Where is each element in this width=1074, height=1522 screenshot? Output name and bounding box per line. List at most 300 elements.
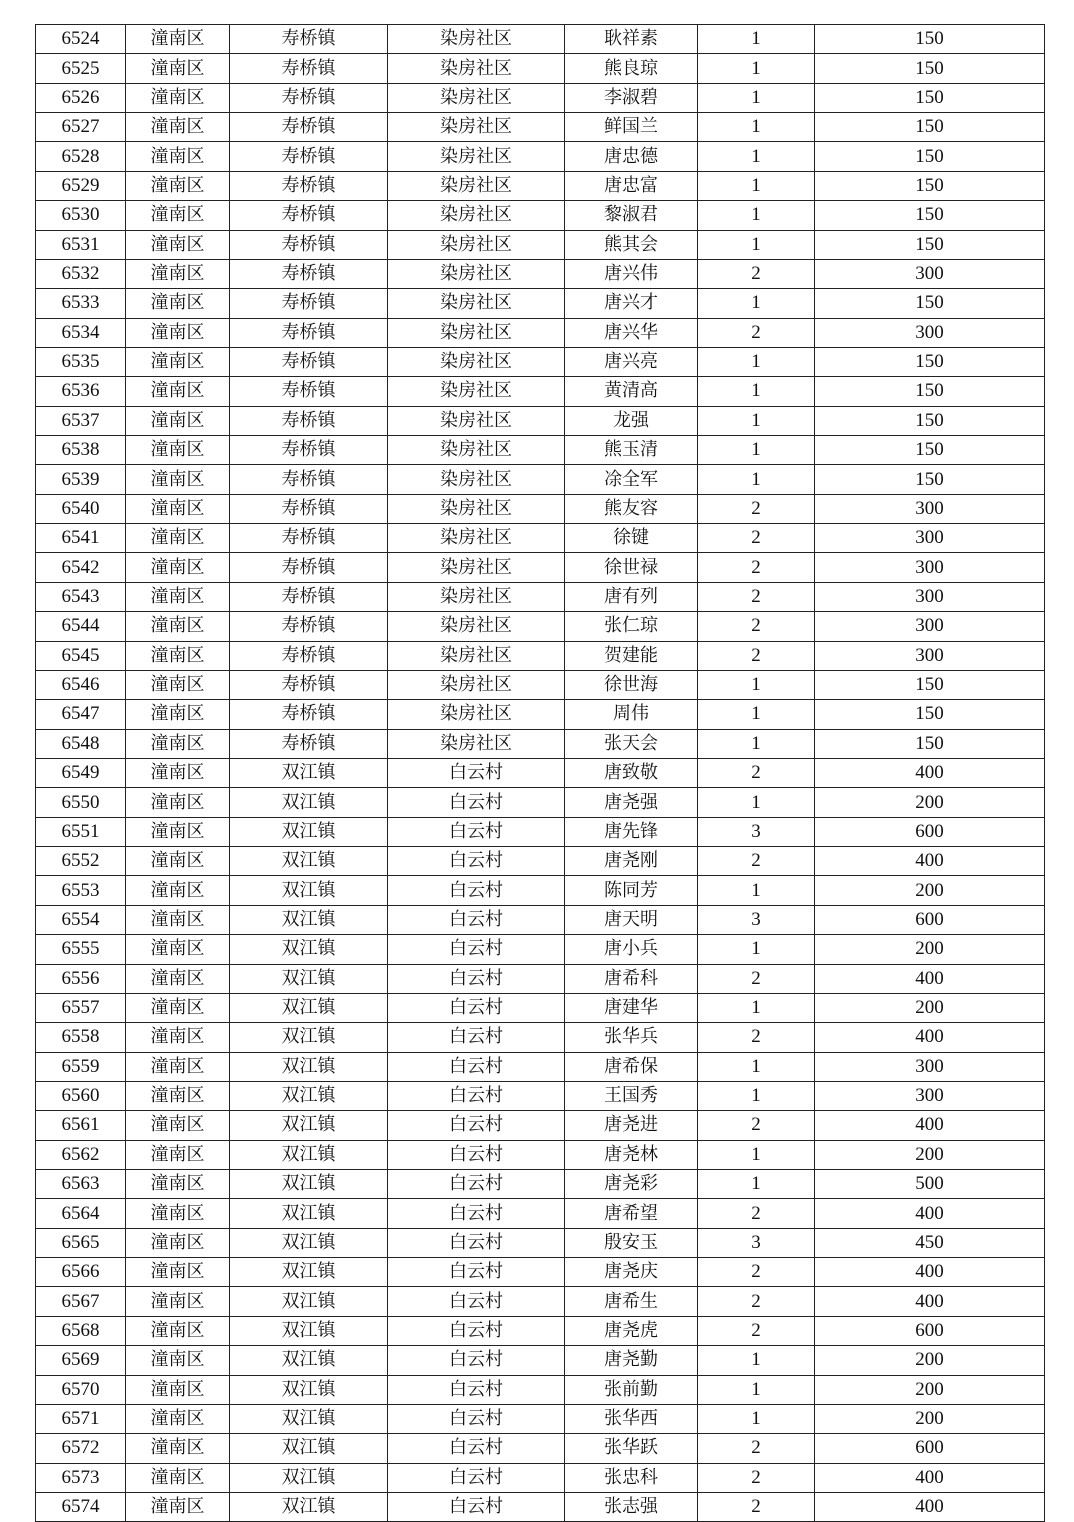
- household-count-cell: 1: [698, 993, 815, 1022]
- town-cell: 双江镇: [230, 847, 388, 876]
- town-cell: 双江镇: [230, 1170, 388, 1199]
- row-number-cell: 6525: [36, 54, 126, 83]
- table-row: [36, 1404, 1045, 1433]
- amount-cell: 150: [815, 289, 1045, 318]
- table-row: [36, 494, 1045, 523]
- household-count-cell: 1: [698, 1081, 815, 1110]
- person-name-cell: 鲜国兰: [565, 113, 698, 142]
- row-number-cell: 6570: [36, 1375, 126, 1404]
- household-count-cell: 1: [698, 230, 815, 259]
- district-cell: 潼南区: [126, 1140, 230, 1169]
- row-number-cell: 6556: [36, 964, 126, 993]
- table-row: [36, 700, 1045, 729]
- row-number-cell: 6553: [36, 876, 126, 905]
- household-count-cell: 2: [698, 1258, 815, 1287]
- row-number-cell: 6544: [36, 612, 126, 641]
- amount-cell: 300: [815, 612, 1045, 641]
- table-row: [36, 1346, 1045, 1375]
- amount-cell: 300: [815, 641, 1045, 670]
- town-cell: 双江镇: [230, 1140, 388, 1169]
- village-cell: 染房社区: [388, 729, 565, 758]
- village-cell: 染房社区: [388, 406, 565, 435]
- town-cell: 寿桥镇: [230, 347, 388, 376]
- household-count-cell: 1: [698, 670, 815, 699]
- village-cell: 染房社区: [388, 641, 565, 670]
- table-row: [36, 905, 1045, 934]
- town-cell: 双江镇: [230, 1052, 388, 1081]
- person-name-cell: 凃全军: [565, 465, 698, 494]
- district-cell: 潼南区: [126, 876, 230, 905]
- person-name-cell: 黄清高: [565, 377, 698, 406]
- household-count-cell: 2: [698, 1111, 815, 1140]
- amount-cell: 150: [815, 729, 1045, 758]
- table-row: [36, 1228, 1045, 1257]
- village-cell: 染房社区: [388, 201, 565, 230]
- household-count-cell: 1: [698, 700, 815, 729]
- amount-cell: 150: [815, 171, 1045, 200]
- household-count-cell: 2: [698, 259, 815, 288]
- row-number-cell: 6533: [36, 289, 126, 318]
- household-count-cell: 2: [698, 524, 815, 553]
- person-name-cell: 张天会: [565, 729, 698, 758]
- village-cell: 染房社区: [388, 700, 565, 729]
- amount-cell: 200: [815, 1404, 1045, 1433]
- person-name-cell: 唐有列: [565, 582, 698, 611]
- person-name-cell: 唐尧进: [565, 1111, 698, 1140]
- district-cell: 潼南区: [126, 406, 230, 435]
- table-row: [36, 1258, 1045, 1287]
- village-cell: 白云村: [388, 758, 565, 787]
- table-row: [36, 758, 1045, 787]
- district-cell: 潼南区: [126, 553, 230, 582]
- table-row: [36, 1492, 1045, 1521]
- amount-cell: 150: [815, 347, 1045, 376]
- district-cell: 潼南区: [126, 142, 230, 171]
- amount-cell: 150: [815, 201, 1045, 230]
- person-name-cell: 唐尧林: [565, 1140, 698, 1169]
- household-count-cell: 3: [698, 905, 815, 934]
- amount-cell: 150: [815, 142, 1045, 171]
- amount-cell: 200: [815, 1375, 1045, 1404]
- table-row: [36, 201, 1045, 230]
- town-cell: 寿桥镇: [230, 289, 388, 318]
- row-number-cell: 6555: [36, 935, 126, 964]
- town-cell: 寿桥镇: [230, 406, 388, 435]
- person-name-cell: 张华兵: [565, 1023, 698, 1052]
- amount-cell: 200: [815, 788, 1045, 817]
- household-count-cell: 1: [698, 1404, 815, 1433]
- district-cell: 潼南区: [126, 1492, 230, 1521]
- village-cell: 染房社区: [388, 142, 565, 171]
- district-cell: 潼南区: [126, 1023, 230, 1052]
- district-cell: 潼南区: [126, 318, 230, 347]
- amount-cell: 150: [815, 406, 1045, 435]
- district-cell: 潼南区: [126, 935, 230, 964]
- row-number-cell: 6569: [36, 1346, 126, 1375]
- village-cell: 白云村: [388, 788, 565, 817]
- village-cell: 染房社区: [388, 670, 565, 699]
- household-count-cell: 2: [698, 1316, 815, 1345]
- amount-cell: 300: [815, 1052, 1045, 1081]
- table-row: [36, 1023, 1045, 1052]
- row-number-cell: 6530: [36, 201, 126, 230]
- town-cell: 双江镇: [230, 1199, 388, 1228]
- village-cell: 染房社区: [388, 377, 565, 406]
- table-row: [36, 935, 1045, 964]
- amount-cell: 450: [815, 1228, 1045, 1257]
- row-number-cell: 6538: [36, 436, 126, 465]
- household-count-cell: 1: [698, 436, 815, 465]
- district-cell: 潼南区: [126, 1111, 230, 1140]
- row-number-cell: 6564: [36, 1199, 126, 1228]
- row-number-cell: 6527: [36, 113, 126, 142]
- household-count-cell: 2: [698, 1463, 815, 1492]
- district-cell: 潼南区: [126, 259, 230, 288]
- table-row: [36, 641, 1045, 670]
- person-name-cell: 熊友容: [565, 494, 698, 523]
- row-number-cell: 6566: [36, 1258, 126, 1287]
- person-name-cell: 唐尧虎: [565, 1316, 698, 1345]
- amount-cell: 200: [815, 876, 1045, 905]
- amount-cell: 150: [815, 670, 1045, 699]
- amount-cell: 150: [815, 377, 1045, 406]
- row-number-cell: 6524: [36, 25, 126, 54]
- table-row: [36, 553, 1045, 582]
- household-count-cell: 2: [698, 1199, 815, 1228]
- district-cell: 潼南区: [126, 670, 230, 699]
- village-cell: 白云村: [388, 876, 565, 905]
- town-cell: 双江镇: [230, 876, 388, 905]
- amount-cell: 400: [815, 1111, 1045, 1140]
- amount-cell: 400: [815, 1492, 1045, 1521]
- person-name-cell: 唐尧刚: [565, 847, 698, 876]
- person-name-cell: 王国秀: [565, 1081, 698, 1110]
- town-cell: 双江镇: [230, 1228, 388, 1257]
- row-number-cell: 6560: [36, 1081, 126, 1110]
- table-row: [36, 406, 1045, 435]
- row-number-cell: 6532: [36, 259, 126, 288]
- village-cell: 染房社区: [388, 465, 565, 494]
- town-cell: 双江镇: [230, 817, 388, 846]
- village-cell: 染房社区: [388, 318, 565, 347]
- village-cell: 染房社区: [388, 524, 565, 553]
- table-row: [36, 876, 1045, 905]
- person-name-cell: 唐先锋: [565, 817, 698, 846]
- row-number-cell: 6536: [36, 377, 126, 406]
- town-cell: 寿桥镇: [230, 259, 388, 288]
- row-number-cell: 6552: [36, 847, 126, 876]
- table-row: [36, 847, 1045, 876]
- table-row: [36, 993, 1045, 1022]
- amount-cell: 600: [815, 1434, 1045, 1463]
- row-number-cell: 6561: [36, 1111, 126, 1140]
- town-cell: 寿桥镇: [230, 318, 388, 347]
- household-count-cell: 1: [698, 25, 815, 54]
- row-number-cell: 6567: [36, 1287, 126, 1316]
- amount-cell: 150: [815, 230, 1045, 259]
- village-cell: 染房社区: [388, 582, 565, 611]
- table-row: [36, 788, 1045, 817]
- town-cell: 寿桥镇: [230, 700, 388, 729]
- village-cell: 白云村: [388, 964, 565, 993]
- village-cell: 白云村: [388, 993, 565, 1022]
- amount-cell: 150: [815, 436, 1045, 465]
- town-cell: 双江镇: [230, 993, 388, 1022]
- table-row: [36, 142, 1045, 171]
- village-cell: 白云村: [388, 1140, 565, 1169]
- town-cell: 寿桥镇: [230, 465, 388, 494]
- table-row: [36, 1081, 1045, 1110]
- household-count-cell: 1: [698, 1170, 815, 1199]
- table-row: [36, 171, 1045, 200]
- district-cell: 潼南区: [126, 113, 230, 142]
- row-number-cell: 6548: [36, 729, 126, 758]
- person-name-cell: 唐忠富: [565, 171, 698, 200]
- row-number-cell: 6562: [36, 1140, 126, 1169]
- town-cell: 双江镇: [230, 1111, 388, 1140]
- town-cell: 寿桥镇: [230, 612, 388, 641]
- household-count-cell: 1: [698, 142, 815, 171]
- district-cell: 潼南区: [126, 1434, 230, 1463]
- town-cell: 双江镇: [230, 1346, 388, 1375]
- village-cell: 白云村: [388, 847, 565, 876]
- village-cell: 白云村: [388, 1052, 565, 1081]
- table-row: [36, 436, 1045, 465]
- row-number-cell: 6526: [36, 83, 126, 112]
- household-count-cell: 1: [698, 54, 815, 83]
- row-number-cell: 6545: [36, 641, 126, 670]
- district-cell: 潼南区: [126, 817, 230, 846]
- town-cell: 寿桥镇: [230, 230, 388, 259]
- amount-cell: 400: [815, 847, 1045, 876]
- village-cell: 染房社区: [388, 436, 565, 465]
- person-name-cell: 唐兴才: [565, 289, 698, 318]
- table-row: [36, 1170, 1045, 1199]
- household-count-cell: 1: [698, 729, 815, 758]
- household-count-cell: 1: [698, 289, 815, 318]
- row-number-cell: 6554: [36, 905, 126, 934]
- row-number-cell: 6528: [36, 142, 126, 171]
- person-name-cell: 唐希生: [565, 1287, 698, 1316]
- table-row: [36, 230, 1045, 259]
- village-cell: 白云村: [388, 935, 565, 964]
- person-name-cell: 陈同芳: [565, 876, 698, 905]
- town-cell: 双江镇: [230, 1434, 388, 1463]
- person-name-cell: 周伟: [565, 700, 698, 729]
- district-cell: 潼南区: [126, 788, 230, 817]
- town-cell: 寿桥镇: [230, 142, 388, 171]
- person-name-cell: 徐世禄: [565, 553, 698, 582]
- district-cell: 潼南区: [126, 582, 230, 611]
- district-cell: 潼南区: [126, 524, 230, 553]
- household-count-cell: 1: [698, 377, 815, 406]
- amount-cell: 200: [815, 993, 1045, 1022]
- amount-cell: 300: [815, 318, 1045, 347]
- person-name-cell: 唐兴华: [565, 318, 698, 347]
- table-row: [36, 289, 1045, 318]
- town-cell: 双江镇: [230, 1463, 388, 1492]
- district-cell: 潼南区: [126, 1316, 230, 1345]
- household-count-cell: 1: [698, 788, 815, 817]
- amount-cell: 400: [815, 1199, 1045, 1228]
- household-count-cell: 2: [698, 1287, 815, 1316]
- row-number-cell: 6546: [36, 670, 126, 699]
- row-number-cell: 6565: [36, 1228, 126, 1257]
- row-number-cell: 6529: [36, 171, 126, 200]
- row-number-cell: 6535: [36, 347, 126, 376]
- table-row: [36, 1111, 1045, 1140]
- town-cell: 寿桥镇: [230, 524, 388, 553]
- household-count-cell: 1: [698, 113, 815, 142]
- district-cell: 潼南区: [126, 201, 230, 230]
- town-cell: 双江镇: [230, 1023, 388, 1052]
- village-cell: 染房社区: [388, 113, 565, 142]
- amount-cell: 200: [815, 1140, 1045, 1169]
- person-name-cell: 张前勤: [565, 1375, 698, 1404]
- district-cell: 潼南区: [126, 171, 230, 200]
- town-cell: 双江镇: [230, 1287, 388, 1316]
- person-name-cell: 唐尧强: [565, 788, 698, 817]
- village-cell: 白云村: [388, 1228, 565, 1257]
- amount-cell: 150: [815, 54, 1045, 83]
- roster-body: [36, 25, 1045, 1522]
- town-cell: 寿桥镇: [230, 201, 388, 230]
- household-count-cell: 3: [698, 1228, 815, 1257]
- household-count-cell: 1: [698, 83, 815, 112]
- person-name-cell: 龙强: [565, 406, 698, 435]
- table-row: [36, 524, 1045, 553]
- amount-cell: 300: [815, 494, 1045, 523]
- town-cell: 寿桥镇: [230, 670, 388, 699]
- row-number-cell: 6541: [36, 524, 126, 553]
- table-row: [36, 612, 1045, 641]
- district-cell: 潼南区: [126, 847, 230, 876]
- town-cell: 寿桥镇: [230, 25, 388, 54]
- village-cell: 染房社区: [388, 289, 565, 318]
- amount-cell: 400: [815, 1023, 1045, 1052]
- table-row: [36, 582, 1045, 611]
- town-cell: 双江镇: [230, 1081, 388, 1110]
- district-cell: 潼南区: [126, 905, 230, 934]
- village-cell: 白云村: [388, 1170, 565, 1199]
- row-number-cell: 6572: [36, 1434, 126, 1463]
- table-row: [36, 1199, 1045, 1228]
- amount-cell: 600: [815, 1316, 1045, 1345]
- row-number-cell: 6547: [36, 700, 126, 729]
- town-cell: 寿桥镇: [230, 553, 388, 582]
- household-count-cell: 1: [698, 1140, 815, 1169]
- district-cell: 潼南区: [126, 289, 230, 318]
- village-cell: 染房社区: [388, 25, 565, 54]
- village-cell: 白云村: [388, 1434, 565, 1463]
- town-cell: 双江镇: [230, 964, 388, 993]
- row-number-cell: 6537: [36, 406, 126, 435]
- person-name-cell: 唐尧庆: [565, 1258, 698, 1287]
- table-row: [36, 25, 1045, 54]
- district-cell: 潼南区: [126, 83, 230, 112]
- village-cell: 白云村: [388, 1258, 565, 1287]
- table-row: [36, 83, 1045, 112]
- household-count-cell: 1: [698, 1052, 815, 1081]
- amount-cell: 150: [815, 700, 1045, 729]
- person-name-cell: 唐致敬: [565, 758, 698, 787]
- person-name-cell: 熊良琼: [565, 54, 698, 83]
- town-cell: 寿桥镇: [230, 171, 388, 200]
- district-cell: 潼南区: [126, 347, 230, 376]
- district-cell: 潼南区: [126, 1052, 230, 1081]
- household-count-cell: 2: [698, 1492, 815, 1521]
- district-cell: 潼南区: [126, 964, 230, 993]
- household-count-cell: 2: [698, 494, 815, 523]
- district-cell: 潼南区: [126, 1199, 230, 1228]
- district-cell: 潼南区: [126, 1375, 230, 1404]
- person-name-cell: 徐世海: [565, 670, 698, 699]
- district-cell: 潼南区: [126, 1081, 230, 1110]
- row-number-cell: 6534: [36, 318, 126, 347]
- table-row: [36, 465, 1045, 494]
- row-number-cell: 6550: [36, 788, 126, 817]
- district-cell: 潼南区: [126, 54, 230, 83]
- district-cell: 潼南区: [126, 436, 230, 465]
- district-cell: 潼南区: [126, 494, 230, 523]
- person-name-cell: 唐尧彩: [565, 1170, 698, 1199]
- person-name-cell: 熊玉清: [565, 436, 698, 465]
- table-row: [36, 1052, 1045, 1081]
- household-count-cell: 1: [698, 347, 815, 376]
- household-count-cell: 2: [698, 847, 815, 876]
- village-cell: 白云村: [388, 1081, 565, 1110]
- row-number-cell: 6568: [36, 1316, 126, 1345]
- row-number-cell: 6543: [36, 582, 126, 611]
- table-row: [36, 1375, 1045, 1404]
- amount-cell: 300: [815, 1081, 1045, 1110]
- amount-cell: 150: [815, 83, 1045, 112]
- table-row: [36, 54, 1045, 83]
- village-cell: 白云村: [388, 905, 565, 934]
- table-row: [36, 1434, 1045, 1463]
- amount-cell: 150: [815, 25, 1045, 54]
- person-name-cell: 唐希科: [565, 964, 698, 993]
- district-cell: 潼南区: [126, 700, 230, 729]
- person-name-cell: 唐尧勤: [565, 1346, 698, 1375]
- household-count-cell: 2: [698, 641, 815, 670]
- person-name-cell: 唐忠德: [565, 142, 698, 171]
- row-number-cell: 6539: [36, 465, 126, 494]
- town-cell: 双江镇: [230, 1375, 388, 1404]
- household-count-cell: 1: [698, 465, 815, 494]
- village-cell: 白云村: [388, 1199, 565, 1228]
- town-cell: 双江镇: [230, 758, 388, 787]
- row-number-cell: 6542: [36, 553, 126, 582]
- person-name-cell: 张华西: [565, 1404, 698, 1433]
- household-count-cell: 2: [698, 1023, 815, 1052]
- village-cell: 染房社区: [388, 54, 565, 83]
- amount-cell: 500: [815, 1170, 1045, 1199]
- household-count-cell: 1: [698, 935, 815, 964]
- town-cell: 寿桥镇: [230, 729, 388, 758]
- table-row: [36, 1287, 1045, 1316]
- town-cell: 寿桥镇: [230, 113, 388, 142]
- district-cell: 潼南区: [126, 1404, 230, 1433]
- district-cell: 潼南区: [126, 612, 230, 641]
- district-cell: 潼南区: [126, 1463, 230, 1492]
- table-row: [36, 347, 1045, 376]
- row-number-cell: 6571: [36, 1404, 126, 1433]
- district-cell: 潼南区: [126, 1346, 230, 1375]
- household-count-cell: 1: [698, 1346, 815, 1375]
- district-cell: 潼南区: [126, 230, 230, 259]
- table-row: [36, 113, 1045, 142]
